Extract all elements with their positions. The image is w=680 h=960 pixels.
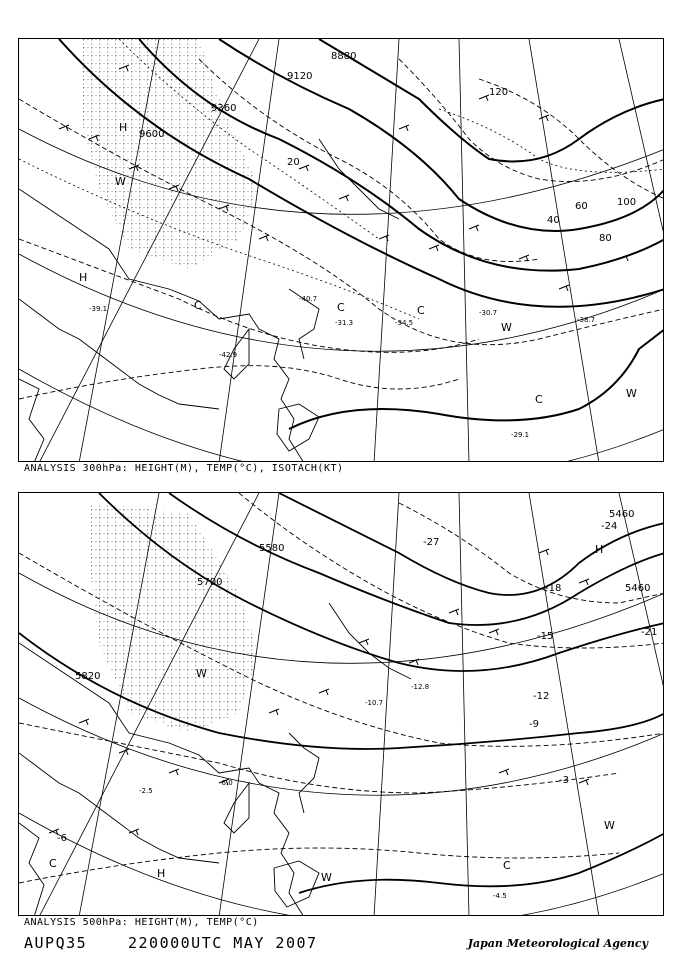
warm-center-marker: W xyxy=(115,175,126,188)
height-label: 9360 xyxy=(211,103,237,114)
warm-center-marker: W xyxy=(501,321,512,334)
high-center-marker: H xyxy=(79,271,88,284)
high-center-marker: H xyxy=(595,543,604,556)
height-label: 8880 xyxy=(331,51,357,62)
grid-hatch-region xyxy=(89,503,259,733)
valid-time: 220000UTC MAY 2007 xyxy=(128,934,318,952)
height-label: 5700 xyxy=(197,577,223,588)
isotach-label: 20 xyxy=(287,157,300,168)
temp-value: -39.1 xyxy=(89,305,108,313)
height-label: 5580 xyxy=(259,543,285,554)
isotach-label: 40 xyxy=(547,215,560,226)
temp-value: -6.0 xyxy=(219,779,233,787)
isotach-label: 120 xyxy=(489,87,509,98)
height-label: 9120 xyxy=(287,71,313,82)
temp-value: -42.9 xyxy=(219,351,238,359)
temp-value: -31.3 xyxy=(335,319,354,327)
temp-value: -2.5 xyxy=(139,787,153,795)
isotach-label: 80 xyxy=(599,233,612,244)
isotherm-label: -27 xyxy=(423,537,440,548)
cold-center-marker: C xyxy=(337,301,345,314)
warm-center-marker: W xyxy=(626,387,637,400)
cold-center-marker: C xyxy=(503,859,511,872)
temp-value: -30.7 xyxy=(479,309,498,317)
isotherm-label: -12 xyxy=(533,691,550,702)
temp-value: -12.8 xyxy=(411,683,430,691)
isotherm-label: -21 xyxy=(641,627,658,638)
cold-center-marker: C xyxy=(194,299,202,312)
warm-center-marker: W xyxy=(196,667,207,680)
temp-value: -38.7 xyxy=(577,316,596,324)
agency-name: Japan Meteorological Agency xyxy=(467,937,648,950)
caption-500hpa: ANALYSIS 500hPa: HEIGHT(M), TEMP(°C) xyxy=(24,917,259,928)
isotherm-label: -9 xyxy=(529,719,539,730)
warm-center-marker: W xyxy=(321,871,332,884)
grid-hatch-region xyxy=(81,39,259,269)
high-center-marker: H xyxy=(119,121,128,134)
temp-value: -4.5 xyxy=(493,892,507,900)
height-label: 9600 xyxy=(139,129,165,140)
chart-id: AUPQ35 xyxy=(24,934,88,952)
isotach-label: 60 xyxy=(575,201,588,212)
cold-center-marker: C xyxy=(417,304,425,317)
height-label: 5460 xyxy=(625,583,651,594)
temp-value: -34.5 xyxy=(395,319,414,327)
temp-value: -29.1 xyxy=(511,431,530,439)
chart-500hpa xyxy=(18,492,664,916)
isotherm-label: -3 xyxy=(559,775,569,786)
caption-300hpa: ANALYSIS 300hPa: HEIGHT(M), TEMP(°C), ISOTACH(KT) xyxy=(24,463,344,474)
isotherm-label: -18 xyxy=(545,583,562,594)
isotherm-label: -15 xyxy=(537,631,554,642)
cold-center-marker: C xyxy=(49,857,57,870)
temp-value: -40.7 xyxy=(299,295,318,303)
height-label: 5460 xyxy=(609,509,635,520)
isotherm-label: -6 xyxy=(57,833,67,844)
warm-center-marker: W xyxy=(604,819,615,832)
temp-value: -10.7 xyxy=(365,699,384,707)
high-center-marker: H xyxy=(157,867,166,880)
isotherm-label: -24 xyxy=(601,521,618,532)
isotach-label: 100 xyxy=(617,197,637,208)
cold-center-marker: C xyxy=(535,393,543,406)
map-500hpa-svg xyxy=(19,493,664,916)
map-300hpa-svg xyxy=(19,39,664,462)
chart-300hpa xyxy=(18,38,664,462)
height-label: 5820 xyxy=(75,671,101,682)
